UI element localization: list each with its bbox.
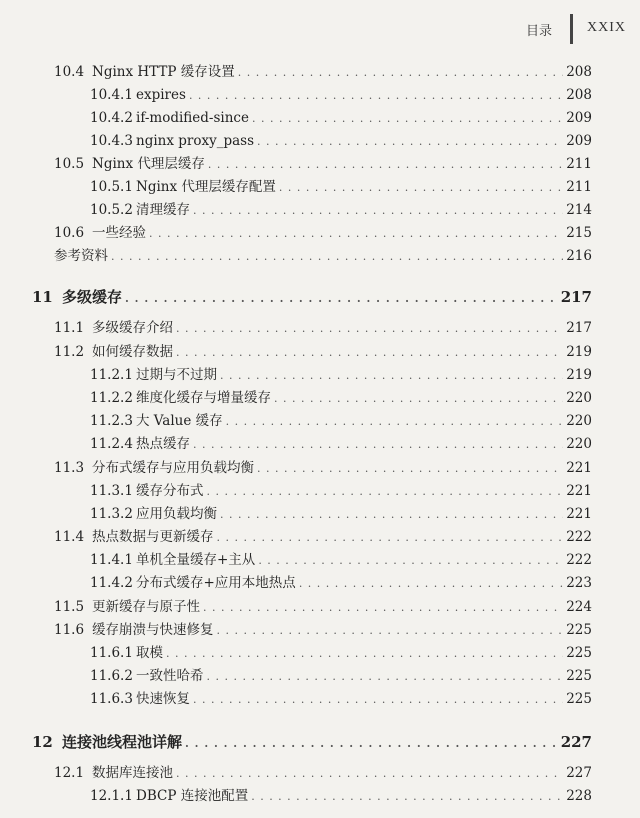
toc-entry-row [90,108,592,128]
toc-leader-dots [258,551,563,571]
toc-leader-dots [251,787,563,807]
toc-entry-row [90,177,592,197]
toc-entry-row [90,131,592,151]
toc-entry-number: 10.5.1 [90,179,133,195]
toc-entry-number: 11.2.3 [90,413,133,429]
toc-leader-dots [257,132,563,152]
toc-entry-number: 11.4.1 [90,552,133,568]
page-header [0,14,640,46]
toc-entry-row [54,318,592,338]
toc-entry-page: 225 [566,622,592,638]
toc-entry-number: 11 [32,288,53,306]
toc-leader-dots [166,644,563,664]
toc-entry-title: Nginx 代理层缓存配置 [136,179,276,195]
toc-leader-dots [274,389,563,409]
toc-entry-title: if-modified-since [136,110,249,126]
toc-leader-dots [279,178,563,198]
toc-entry-title: 多级缓存介绍 [92,320,173,336]
toc-entry-row [54,154,592,174]
toc-entry-number: 11.4 [54,529,85,545]
toc-entry-page: 220 [566,390,592,406]
toc-entry-page: 220 [566,436,592,452]
toc-entry-title: 如何缓存数据 [92,344,173,360]
toc-leader-dots [217,528,564,548]
toc-entry-title: 一致性哈希 [136,668,204,684]
toc-entry-title: nginx proxy_pass [136,133,255,149]
toc-entry-page: 217 [566,320,592,336]
toc-entry-number: 11.2.2 [90,390,133,406]
toc-entry-page: 211 [566,179,592,195]
toc-entry-number: 10.4.1 [90,87,133,103]
toc-entry-title: 清理缓存 [136,202,190,218]
toc-entry-page: 228 [566,788,592,804]
toc-entry-title: 分布式缓存与应用负载均衡 [92,460,254,476]
toc-entry-number: 11.2.1 [90,367,133,383]
toc-entry-number: 11.3 [54,460,85,476]
toc-entry-title: 维度化缓存与增量缓存 [136,390,271,406]
toc-entry-row [90,689,592,709]
toc-chapter-row [32,732,592,752]
toc-entry-page: 224 [566,599,592,615]
toc-entry-page: 227 [566,765,592,781]
toc-leader-dots [125,289,558,309]
toc-entry-row [90,365,592,385]
toc-entry-row [90,411,592,431]
toc-entry-number: 11.2 [54,344,85,360]
toc-entry-page: 225 [566,645,592,661]
toc-entry-page: 211 [566,156,592,172]
toc-entry-row [90,85,592,105]
toc-leader-dots [193,435,563,455]
toc-entry-page: 219 [566,344,592,360]
header-divider [570,14,573,44]
toc-entry-row [90,200,592,220]
toc-entry-row [90,504,592,524]
toc-entry-page: 214 [566,202,592,218]
toc-entry-title: 热点缓存 [136,436,190,452]
toc-entry-page: 216 [566,248,592,264]
toc-leader-dots [226,412,564,432]
toc-entry-number: 11.2.4 [90,436,133,452]
toc-entry-page: 221 [566,460,592,476]
toc-entry-title: Nginx HTTP 缓存设置 [92,64,235,80]
toc-leader-dots [185,734,558,754]
toc-entry-number: 11.6.1 [90,645,133,661]
toc-entry-page: 221 [566,506,592,522]
toc-leader-dots [203,598,563,618]
toc-entry-title: 分布式缓存+应用本地热点 [136,575,296,591]
toc-entry-row [54,246,592,266]
toc-chapter-row [32,287,592,307]
toc-leader-dots [207,482,564,502]
toc-entry-row [54,62,592,82]
toc-entry-number: 10.4.3 [90,133,133,149]
toc-entry-title: expires [136,87,186,103]
toc-entry-title: 热点数据与更新缓存 [92,529,214,545]
toc-entry-page: 227 [560,733,592,751]
toc-entry-number: 12 [32,733,53,751]
toc-entry-title: 缓存分布式 [136,483,204,499]
toc-entry-row [90,550,592,570]
header-page-number: XXIX [587,20,626,35]
toc-leader-dots [257,459,563,479]
toc-entry-number: 10.6 [54,225,85,241]
toc-entry-page: 217 [560,288,592,306]
toc-entry-page: 208 [566,64,592,80]
toc-leader-dots [252,109,563,129]
toc-entry-title: 快速恢复 [136,691,190,707]
toc-leader-dots [238,63,563,83]
toc-entry-number: 11.6.3 [90,691,133,707]
toc-entry-number: 11.1 [54,320,85,336]
toc-entry-title: 缓存崩溃与快速修复 [92,622,214,638]
toc-entry-page: 220 [566,413,592,429]
toc-entry-row [90,434,592,454]
toc-entry-row [54,620,592,640]
toc-leader-dots [176,343,563,363]
toc-entry-number: 12.1.1 [90,788,133,804]
toc-entry-page: 219 [566,367,592,383]
toc-entry-number: 11.4.2 [90,575,133,591]
toc-entry-page: 222 [566,529,592,545]
toc-entry-row [54,458,592,478]
toc-entry-number: 11.5 [54,599,85,615]
toc-entry-page: 208 [566,87,592,103]
toc-entry-title: DBCP 连接池配置 [136,788,249,804]
toc-entry-title: Nginx 代理层缓存 [92,156,205,172]
header-section-title: 目录 [525,24,552,39]
toc-entry-row [90,786,592,806]
toc-entry-title: 一些经验 [92,225,146,241]
toc-entry-title: 连接池线程池详解 [62,733,183,751]
toc-entry-title: 大 Value 缓存 [136,413,223,429]
toc-entry-number: 11.6.2 [90,668,133,684]
toc-leader-dots [208,155,563,175]
toc-leader-dots [220,505,563,525]
toc-entry-row [90,388,592,408]
toc-entry-title: 过期与不过期 [136,367,217,383]
toc-entry-title: 多级缓存 [62,288,123,306]
toc-leader-dots [193,690,563,710]
toc-entry-page: 225 [566,691,592,707]
toc-entry-page: 222 [566,552,592,568]
toc-entry-row [90,643,592,663]
toc-entry-row [54,223,592,243]
toc-entry-row [90,481,592,501]
toc-entry-page: 221 [566,483,592,499]
toc-entry-number: 11.6 [54,622,85,638]
toc-entry-title: 更新缓存与原子性 [92,599,200,615]
toc-entry-title: 应用负载均衡 [136,506,217,522]
toc-entry-title: 取模 [136,645,163,661]
toc-leader-dots [111,247,563,267]
toc-leader-dots [217,621,564,641]
toc-entry-page: 225 [566,668,592,684]
toc-leader-dots [220,366,563,386]
toc-entry-number: 10.4.2 [90,110,133,126]
toc-entry-number: 10.4 [54,64,85,80]
toc-entry-row [54,342,592,362]
toc-entry-title: 参考资料 [54,248,108,264]
toc-entry-number: 11.3.2 [90,506,133,522]
toc-entry-row [54,597,592,617]
toc-entry-page: 223 [566,575,592,591]
toc-leader-dots [176,764,563,784]
toc-entry-row [90,666,592,686]
toc-leader-dots [149,224,563,244]
toc-leader-dots [299,574,563,594]
toc-leader-dots [189,86,563,106]
toc-entry-number: 10.5 [54,156,85,172]
toc-entry-number: 11.3.1 [90,483,133,499]
toc-entry-row [54,527,592,547]
toc-entry-row [90,573,592,593]
toc-leader-dots [176,319,563,339]
toc-entry-page: 215 [566,225,592,241]
toc-entry-title: 数据库连接池 [92,765,173,781]
toc-entry-page: 209 [566,133,592,149]
toc-leader-dots [193,201,563,221]
toc-entry-title: 单机全量缓存+主从 [136,552,256,568]
toc-entry-row [54,763,592,783]
toc-leader-dots [207,667,564,687]
toc-entry-number: 12.1 [54,765,85,781]
toc-entry-number: 10.5.2 [90,202,133,218]
toc-entry-page: 209 [566,110,592,126]
